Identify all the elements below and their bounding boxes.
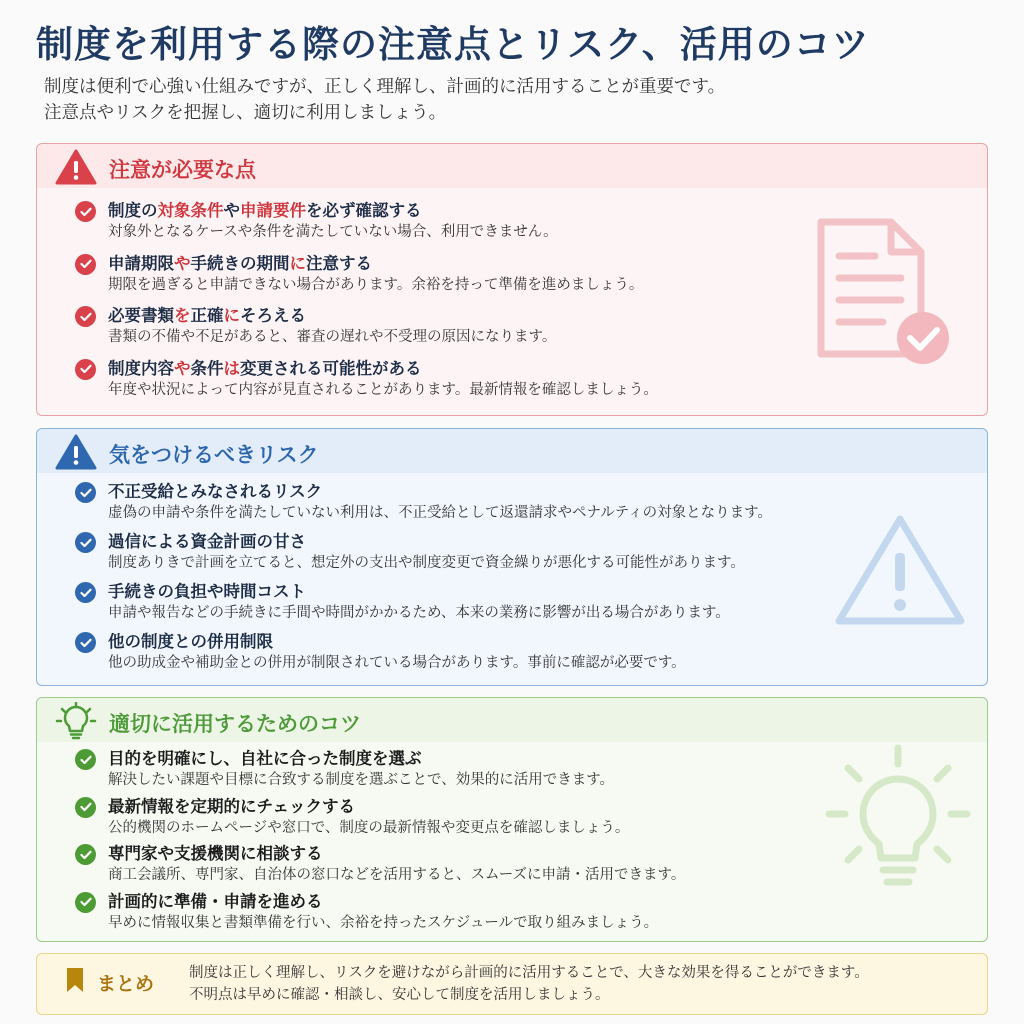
list-item bbox=[75, 305, 658, 358]
list-item bbox=[75, 581, 772, 631]
caution-section bbox=[36, 143, 988, 416]
check-icon bbox=[75, 749, 96, 770]
item-title-highlight: に bbox=[223, 306, 240, 325]
item-title-highlight: や bbox=[174, 358, 191, 378]
item-title: 手続きの負担や時間コスト bbox=[108, 582, 306, 601]
summary-header bbox=[65, 967, 154, 997]
warning-triangle-icon bbox=[55, 434, 97, 474]
item-title-part: 手続きの期間 bbox=[190, 253, 290, 273]
item-desc: 申請や報告などの手続きに手間や時間がかかるため、本来の業務に影響が出る場合があります。 bbox=[108, 605, 730, 621]
check-icon bbox=[75, 892, 96, 913]
list-item bbox=[75, 748, 685, 796]
item-title-part: 変更される可能性がある bbox=[240, 358, 422, 378]
check-icon bbox=[75, 306, 96, 327]
risk-header bbox=[55, 437, 319, 471]
check-icon bbox=[75, 482, 96, 503]
list-item bbox=[75, 531, 772, 581]
item-title bbox=[108, 305, 556, 327]
item-title-part: を必ず確認する bbox=[306, 201, 422, 220]
item-title bbox=[108, 200, 558, 222]
list-item bbox=[75, 796, 685, 844]
lightbulb-icon bbox=[55, 702, 97, 744]
item-title-part: 条件 bbox=[190, 358, 224, 378]
item-desc: 年度や状況によって内容が見直されることがあります。最新情報を確認しましょう。 bbox=[108, 381, 658, 398]
item-desc: 解決したい課題や目標に合致する制度を選ぶことで、効果的に活用できます。 bbox=[108, 772, 615, 788]
risk-title: 気をつけるべきリスク bbox=[109, 443, 319, 467]
tips-header bbox=[55, 706, 361, 740]
summary-text bbox=[189, 962, 869, 1006]
item-desc: 商工会議所、専門家、自治体の窓口などを活用すると、スムーズに申請・活用できます。 bbox=[108, 867, 686, 883]
tips-title: 適切に活用するためのコツ bbox=[109, 712, 361, 736]
item-title-part: 申請期限 bbox=[108, 253, 174, 273]
summary-line: 不明点は早めに確認・相談し、安心して制度を活用しましょう。 bbox=[189, 987, 610, 1003]
intro-line: 注意点やリスクを把握し、適切に利用しましょう。 bbox=[44, 103, 447, 123]
item-desc: 公的機関のホームページや窓口で、制度の最新情報や変更点を確認しましょう。 bbox=[108, 819, 630, 836]
item-desc: 書類の不備や不足があると、審査の遅れや不受理の原因になります。 bbox=[108, 329, 557, 345]
tips-list bbox=[75, 748, 685, 938]
item-title-part: 正確 bbox=[190, 306, 224, 325]
item-title: 他の制度との併用制限 bbox=[108, 632, 273, 651]
warning-triangle-icon bbox=[55, 149, 97, 189]
item-desc: 期限を過ぎると申請できない場合があります。余裕を持って準備を進めましょう。 bbox=[108, 276, 644, 293]
summary-box bbox=[36, 953, 988, 1015]
check-icon bbox=[75, 532, 96, 553]
page-title: 制度を利用する際の注意点とリスク、活用のコツ bbox=[36, 23, 870, 66]
check-icon bbox=[75, 201, 96, 222]
item-title-highlight: は bbox=[223, 358, 240, 378]
check-icon bbox=[75, 582, 96, 603]
list-item bbox=[75, 891, 685, 939]
item-title-highlight: や bbox=[174, 253, 191, 273]
check-icon bbox=[75, 844, 96, 865]
caution-list bbox=[75, 200, 658, 410]
document-check-icon bbox=[813, 216, 953, 370]
list-item bbox=[75, 481, 772, 531]
item-title: 過信による資金計画の甘さ bbox=[108, 532, 306, 551]
item-title-part: 注意する bbox=[306, 253, 372, 273]
item-title-part: 制度の bbox=[108, 201, 158, 220]
item-title: 不正受給とみなされるリスク bbox=[108, 482, 323, 501]
caution-header bbox=[55, 152, 256, 186]
item-desc: 早めに情報収集と書類準備を行い、余裕を持ったスケジュールで取り組みましょう。 bbox=[108, 914, 659, 931]
risk-section bbox=[36, 428, 988, 686]
item-title: 専門家や支援機関に相談する bbox=[108, 844, 323, 863]
check-icon bbox=[75, 359, 96, 380]
check-icon bbox=[75, 797, 96, 818]
item-title-part: そろえる bbox=[240, 306, 306, 325]
item-title-highlight: を bbox=[174, 306, 191, 325]
bookmark-icon bbox=[65, 967, 85, 997]
item-title: 目的を明確にし、自社に合った制度を選ぶ bbox=[108, 749, 422, 768]
item-title-highlight: 申請要件 bbox=[240, 201, 306, 220]
item-title-highlight: 対象条件 bbox=[157, 201, 224, 220]
check-icon bbox=[75, 632, 96, 653]
item-desc: 他の助成金や補助金との併用が制限されている場合があります。事前に確認が必要です。 bbox=[108, 655, 686, 671]
list-item bbox=[75, 253, 658, 306]
lightbulb-icon bbox=[823, 744, 973, 898]
item-title bbox=[108, 253, 643, 275]
item-title: 計画的に準備・申請を進める bbox=[108, 891, 323, 911]
summary-line: 制度は正しく理解し、リスクを避けながら計画的に活用することで、大きな効果を得ることができます。 bbox=[189, 965, 869, 981]
list-item bbox=[75, 200, 658, 253]
item-desc: 制度ありきで計画を立てると、想定外の支出や制度変更で資金繰りが悪化する可能性があります。 bbox=[108, 555, 745, 571]
item-desc: 虚偽の申請や条件を満たしていない利用は、不正受給として返還請求やペナルティの対象となります。 bbox=[108, 505, 772, 521]
warning-triangle-icon bbox=[833, 513, 967, 631]
intro-text bbox=[44, 74, 725, 126]
risk-list bbox=[75, 481, 772, 681]
list-item bbox=[75, 843, 685, 891]
item-title: 最新情報を定期的にチェックする bbox=[108, 796, 356, 816]
item-desc: 対象外となるケースや条件を満たしていない場合、利用できません。 bbox=[108, 224, 558, 240]
summary-title: まとめ bbox=[97, 972, 155, 995]
check-icon bbox=[75, 254, 96, 275]
item-title-part: 必要書類 bbox=[108, 306, 174, 325]
list-item bbox=[75, 631, 772, 681]
item-title-part: や bbox=[223, 201, 240, 220]
list-item bbox=[75, 358, 658, 411]
caution-title: 注意が必要な点 bbox=[109, 158, 256, 182]
intro-line: 制度は便利で心強い仕組みですが、正しく理解し、計画的に活用することが重要です。 bbox=[44, 77, 726, 97]
tips-section bbox=[36, 697, 988, 942]
item-title-part: 制度内容 bbox=[108, 358, 174, 378]
item-title bbox=[108, 358, 658, 380]
item-title-highlight: に bbox=[289, 253, 306, 273]
